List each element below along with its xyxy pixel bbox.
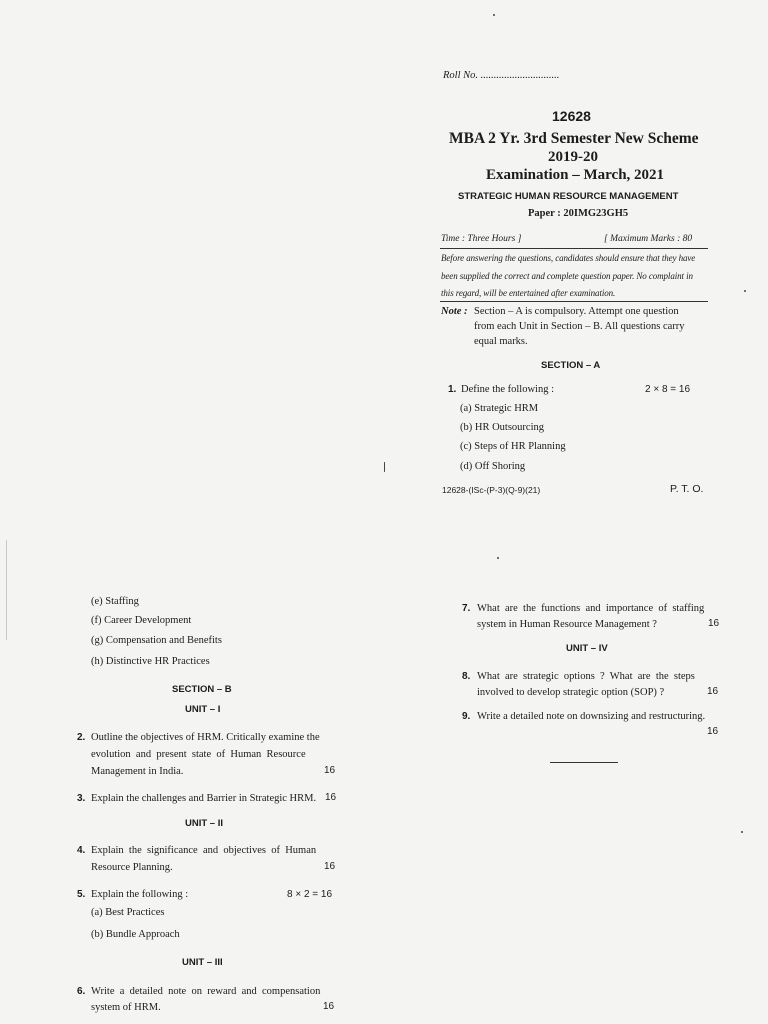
- paper-code: 12628: [552, 108, 591, 124]
- exam-title: Examination – March, 2021: [486, 167, 665, 183]
- max-marks-label: [ Maximum Marks : 80: [604, 234, 693, 244]
- scan-speck: [744, 290, 746, 292]
- q7-line-1: What are the functions and importance of staffing: [477, 603, 705, 614]
- footer-code: 12628-(ISc-(P-3)(Q-9)(21): [442, 485, 541, 495]
- q4-line-2: Resource Planning.: [91, 862, 173, 873]
- q3-number: 3.: [77, 793, 86, 804]
- divider-bottom: [440, 301, 708, 302]
- q8-line-1: What are strategic options ? What are the steps: [477, 671, 695, 682]
- q1-number: 1.: [448, 384, 457, 395]
- q5-marks: 8 × 2 = 16: [287, 889, 333, 900]
- q1-marks: 2 × 8 = 16: [645, 384, 691, 395]
- subject-title: STRATEGIC HUMAN RESOURCE MANAGEMENT: [458, 191, 679, 202]
- section-b-heading: SECTION – B: [172, 684, 232, 695]
- time-label: Time : Three Hours ]: [441, 234, 522, 244]
- scan-speck: [384, 462, 385, 472]
- divider-top: [440, 248, 708, 249]
- q2-line-1: Outline the objectives of HRM. Critically examine the: [91, 732, 320, 743]
- q2-line-2: evolution and present state of Human Resource: [91, 749, 306, 760]
- q8-line-2: involved to develop strategic option (SOP) ?: [477, 687, 665, 698]
- note-label: Note :: [441, 306, 468, 317]
- q8-number: 8.: [462, 671, 471, 682]
- q8-marks: 16: [707, 686, 719, 697]
- q1-g: (g) Compensation and Benefits: [91, 635, 222, 646]
- q7-number: 7.: [462, 603, 471, 614]
- scan-speck: [6, 540, 7, 640]
- q9-number: 9.: [462, 711, 471, 722]
- q1-a: (a) Strategic HRM: [460, 403, 539, 414]
- course-title: MBA 2 Yr. 3rd Semester New Scheme: [449, 130, 699, 147]
- q1-e: (e) Staffing: [91, 596, 139, 607]
- q9-text: Write a detailed note on downsizing and restructuring.: [477, 711, 706, 722]
- note-line-3: equal marks.: [474, 336, 528, 347]
- instruction-line-2: been supplied the correct and complete question paper. No complaint in: [441, 271, 693, 281]
- q1-d: (d) Off Shoring: [460, 461, 526, 472]
- q1-text: Define the following :: [461, 384, 555, 395]
- q1-b: (b) HR Outsourcing: [460, 422, 544, 433]
- session: 2019-20: [548, 149, 598, 165]
- q2-line-3: Management in India.: [91, 766, 184, 777]
- unit-4-heading: UNIT – IV: [566, 643, 608, 654]
- q4-marks: 16: [324, 861, 336, 872]
- unit-1-heading: UNIT – I: [185, 704, 221, 715]
- q6-number: 6.: [77, 986, 86, 997]
- q5-text: Explain the following :: [91, 889, 189, 900]
- q7-line-2: system in Human Resource Management ?: [477, 619, 657, 630]
- instruction-line-1: Before answering the questions, candidates should ensure that they have: [441, 253, 696, 263]
- q6-marks: 16: [323, 1001, 335, 1012]
- end-rule: [550, 762, 618, 763]
- q6-line-2: system of HRM.: [91, 1002, 161, 1013]
- q6-line-1: Write a detailed note on reward and compensation: [91, 986, 321, 997]
- scan-speck: [741, 831, 743, 833]
- q3-marks: 16: [325, 792, 337, 803]
- q2-marks: 16: [324, 765, 336, 776]
- q5-a: (a) Best Practices: [91, 907, 165, 918]
- q1-h: (h) Distinctive HR Practices: [91, 656, 210, 667]
- scan-speck: [493, 14, 495, 16]
- roll-no: Roll No. ..............................: [443, 70, 560, 81]
- q5-b: (b) Bundle Approach: [91, 929, 180, 940]
- q5-number: 5.: [77, 889, 86, 900]
- q1-c: (c) Steps of HR Planning: [460, 441, 566, 452]
- unit-3-heading: UNIT – III: [182, 957, 223, 968]
- paper-number: Paper : 20IMG23GH5: [528, 208, 629, 219]
- note-line-2: from each Unit in Section – B. All questions carry: [474, 321, 685, 332]
- q4-number: 4.: [77, 845, 86, 856]
- note-line-1: Section – A is compulsory. Attempt one question: [474, 306, 679, 317]
- q7-marks: 16: [708, 618, 720, 629]
- pto: P. T. O.: [670, 483, 704, 495]
- instruction-line-3: this regard, will be entertained after examination.: [441, 288, 616, 298]
- section-a-heading: SECTION – A: [541, 360, 601, 371]
- q9-marks: 16: [707, 726, 719, 737]
- unit-2-heading: UNIT – II: [185, 818, 224, 829]
- q1-f: (f) Career Development: [91, 615, 192, 626]
- q3-text: Explain the challenges and Barrier in Strategic HRM.: [91, 793, 317, 804]
- q2-number: 2.: [77, 732, 86, 743]
- scan-speck: [497, 557, 499, 559]
- q4-line-1: Explain the significance and objectives of Human: [91, 845, 317, 856]
